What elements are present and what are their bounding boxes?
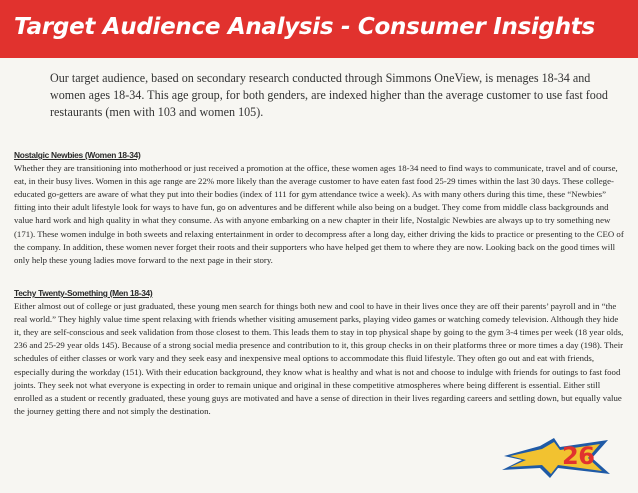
section-nostalgic-newbies xyxy=(14,149,626,267)
starburst-badge-icon xyxy=(500,438,612,478)
section-title: Techy Twenty-Something (Men 18-34) xyxy=(14,288,153,298)
section-techy-twenty-something xyxy=(14,287,626,418)
section-body: Whether they are transitioning into motherhood or just received a promotion at the office, these women ages 18-34 need to find ways to communicate, travel and of course, eat, in their busy lives. Women in this age range are 22% more likely than the average customer to have eaten fast food 25-29 times within the last 30 days. These college-educated go-getters are aware of what they put into their bodies (index of 111 for gym attendance twice a week). As with many others during this time, these “Newbies” fitting into their adult lifestyle look for ways to have fun, go on adventures and be different while also being on a budget. They come from middle class backgrounds and value hard work and high quality in what they consume. As with anyone embarking on a new chapter in their life, Nostalgic Newbies are always up to try something new (171). These women indulge in both sweets and relaxing entertainment in order to decompress after a long day, either driving the kids to practice or presenting to the CEO of the company. In addition, these women never forget their roots and their supporters who have helped get them to where they are now. Looking back on the good times will only help these young ladies move forward to the next page in their story. xyxy=(14,163,624,265)
page-title: Target Audience Analysis - Consumer Insights xyxy=(14,14,595,40)
section-title: Nostalgic Newbies (Women 18-34) xyxy=(14,150,141,160)
header-bar xyxy=(0,0,638,58)
intro-paragraph: Our target audience, based on secondary research conducted through Simmons OneView, is menages 18-34 and women ages 18-34. This age group, for both genders, are indexed higher than the average customer to use fast food restaurants (men with 103 and women 105). xyxy=(50,71,608,119)
page-number-badge xyxy=(500,438,612,478)
page-number: 26 xyxy=(562,442,595,470)
section-body: Either almost out of college or just graduated, these young men search for things both new and cool to have in their lives once they are off their parents’ payroll and in “the real world.” They highly value time spent relaxing with friends whether visiting amusement parks, playing video games or watching comedy television. Although they hide it, they are self-conscious and seek validation from those closest to them. This leads them to stay in top physical shape by going to the gym 3-4 times per week (18 year olds, 236 and 25-29 year olds 145). Because of a strong social media presence and contribution to it, this group checks in on their platforms three or more times a day (198). Their schedules of either classes or work vary and they seek easy and inexpensive meal options to accommodate this fluid lifestyle. They often go out and eat with friends, especially during the workday (151). With their education background, they know what is healthy and what is not and choose to indulge with friends for outings to fast food joints. They seek not what everyone is expecting in order to remain unique and original in these competitive atmospheres where being different is essential. Either still enrolled as a student or recently graduated, these young guys are motivated and have a sense of direction in their lives regarding careers and settling down, but equally value the journey getting there and not simply the destination. xyxy=(14,301,624,416)
